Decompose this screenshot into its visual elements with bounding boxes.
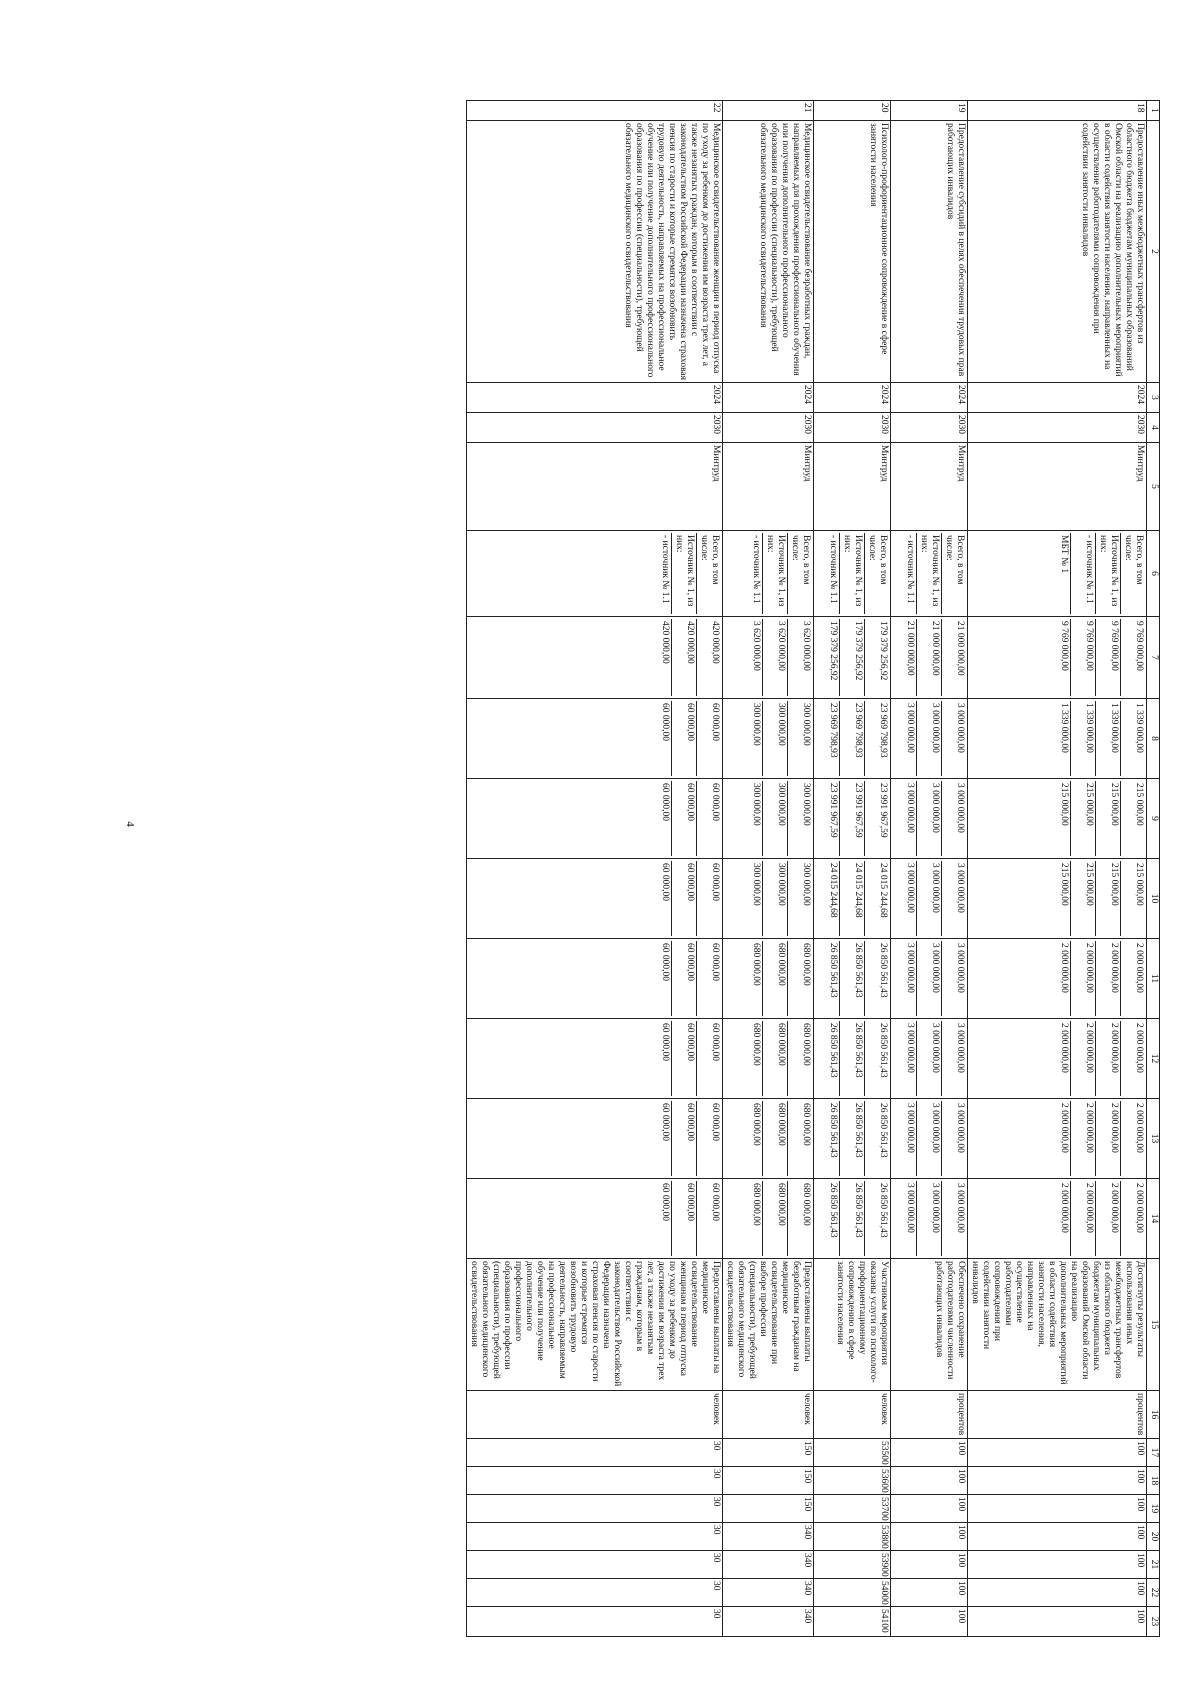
amount-value: 300 000,00 — [762, 701, 787, 776]
amount-value: 420 000,00 — [671, 619, 696, 696]
amount-value: 26 850 561,43 — [839, 1101, 864, 1176]
amount-value: 2 000 000,00 — [1070, 1101, 1095, 1176]
amount-value: 300 000,00 — [787, 781, 812, 856]
column-number: 19 — [1147, 1495, 1160, 1523]
funding-source-label: МБТ № 1 — [1059, 535, 1069, 574]
amount-value: 60 000,00 — [660, 1103, 670, 1141]
target-value: 30 — [467, 1579, 723, 1607]
amount-value: 60 000,00 — [671, 701, 696, 776]
amount-value: 680 000,00 — [751, 943, 761, 986]
funding-source-label: Всего, в том числе: — [941, 533, 966, 614]
target-value: 54000 — [814, 1579, 891, 1607]
column-number: 11 — [1147, 939, 1160, 1019]
amount-value: 680 000,00 — [787, 941, 812, 1016]
unit: процентов — [968, 1391, 1147, 1439]
amount-value: 300 000,00 — [751, 703, 761, 746]
funding-source-label: - источник № 1.1 — [1070, 533, 1095, 614]
amount-value: 2 000 000,00 — [1095, 1021, 1120, 1096]
start-year: 2024 — [467, 383, 723, 413]
amount-value: 215 000,00 — [1120, 861, 1145, 936]
amount-cell — [467, 939, 723, 1019]
amount-cell — [467, 699, 723, 779]
funding-source-label: Всего, в том числе: — [864, 533, 889, 614]
target-value: 340 — [723, 1579, 814, 1607]
column-number: 2 — [1147, 121, 1160, 383]
amount-value: 26 850 561,43 — [839, 941, 864, 1016]
table-row — [814, 101, 891, 1637]
target-value: 340 — [723, 1607, 814, 1637]
target-value: 30 — [467, 1467, 723, 1495]
column-number: 1 — [1147, 101, 1160, 121]
funding-sources — [814, 531, 891, 617]
target-value: 30 — [467, 1607, 723, 1637]
result-description: Достигнуты результаты использования иных межбюджетных трансфертов из областного бюджета бюджетам муниципальных образований Омской области на реализацию дополнительных мероприятий в области содействия занятости населения, направленных на осуществление работодателями сопровождения при содействии занятости инвалидов — [968, 1259, 1147, 1391]
funding-source-label: - источник № 1.1 — [660, 535, 670, 604]
amount-value: 9 769 000,00 — [1070, 619, 1095, 696]
amount-cell — [891, 1179, 968, 1259]
executor: Минтруд — [467, 443, 723, 531]
measure-name: Предоставление субсидий в целях обеспечения трудовых прав работающих инвалидов — [891, 121, 968, 383]
amount-cell — [968, 939, 1147, 1019]
amount-value: 2 000 000,00 — [1070, 941, 1095, 1016]
column-number: 8 — [1147, 699, 1160, 779]
target-value: 150 — [723, 1467, 814, 1495]
amount-cell — [968, 1179, 1147, 1259]
funding-source-label: Всего, в том числе: — [1120, 533, 1145, 614]
target-value: 54100 — [814, 1607, 891, 1637]
column-number: 7 — [1147, 617, 1160, 699]
amount-value: 24 015 244,68 — [839, 861, 864, 936]
amount-value: 3 000 000,00 — [916, 701, 941, 776]
amount-cell — [723, 617, 814, 699]
end-year: 2030 — [968, 413, 1147, 443]
amount-value: 2 000 000,00 — [1070, 1181, 1095, 1256]
amount-cell — [814, 1179, 891, 1259]
funding-source-label: - источник № 1.1 — [905, 535, 915, 604]
funding-source-label: Источник № 1, из них: — [671, 533, 696, 614]
amount-value: 2 000 000,00 — [1120, 1101, 1145, 1176]
amount-value: 26 850 561,43 — [864, 1101, 889, 1176]
amount-value: 3 000 000,00 — [941, 781, 966, 856]
amount-value: 3 000 000,00 — [941, 1181, 966, 1256]
start-year: 2024 — [814, 383, 891, 413]
column-number: 9 — [1147, 779, 1160, 859]
column-number: 5 — [1147, 443, 1160, 531]
amount-cell — [968, 1019, 1147, 1099]
amount-cell — [891, 859, 968, 939]
executor: Минтруд — [968, 443, 1147, 531]
measure-name: Медицинское освидетельствование безработных граждан, направляемых для прохождения профессионального обучения или получения дополнительного профессионального образования по профессии (специальности), требующей обязательного медицинского освидетельствования — [723, 121, 814, 383]
column-number: 13 — [1147, 1099, 1160, 1179]
target-value: 53700 — [814, 1495, 891, 1523]
amount-value: 3 000 000,00 — [916, 781, 941, 856]
target-value: 100 — [891, 1607, 968, 1637]
column-number: 4 — [1147, 413, 1160, 443]
amount-cell — [814, 1019, 891, 1099]
amount-value: 680 000,00 — [787, 1101, 812, 1176]
amount-value: 3 000 000,00 — [941, 701, 966, 776]
result-description: Предоставлены выплаты безработным гражданам на медицинское освидетельствование при выборе профессии (специальности), требующей обязательного медицинского освидетельствования — [723, 1259, 814, 1391]
funding-sources — [891, 531, 968, 617]
amount-value: 300 000,00 — [787, 701, 812, 776]
amount-value: 60 000,00 — [696, 941, 721, 1016]
target-value: 53600 — [814, 1467, 891, 1495]
column-number: 14 — [1147, 1179, 1160, 1259]
amount-cell — [723, 939, 814, 1019]
target-value: 30 — [467, 1523, 723, 1551]
amount-cell — [814, 939, 891, 1019]
amount-cell — [814, 1099, 891, 1179]
target-value: 100 — [891, 1467, 968, 1495]
amount-cell — [814, 779, 891, 859]
amount-value: 680 000,00 — [751, 1183, 761, 1226]
target-value: 100 — [891, 1523, 968, 1551]
amount-cell — [891, 779, 968, 859]
funding-source-label: Всего, в том числе: — [696, 533, 721, 614]
amount-value: 3 000 000,00 — [905, 783, 915, 833]
amount-value: 2 000 000,00 — [1095, 941, 1120, 1016]
amount-value: 1 339 000,00 — [1120, 701, 1145, 776]
amount-value: 1 339 000,00 — [1070, 701, 1095, 776]
executor: Минтруд — [814, 443, 891, 531]
row-number: 22 — [467, 101, 723, 121]
amount-value: 2 000 000,00 — [1120, 1181, 1145, 1256]
amount-value: 3 620 000,00 — [787, 619, 812, 696]
amount-value: 21 000 000,00 — [916, 619, 941, 696]
amount-value: 9 769 000,00 — [1120, 619, 1145, 696]
amount-cell — [891, 1099, 968, 1179]
amount-value: 60 000,00 — [671, 1021, 696, 1096]
column-number: 3 — [1147, 383, 1160, 413]
amount-cell — [968, 1099, 1147, 1179]
amount-value: 60 000,00 — [671, 1101, 696, 1176]
amount-value: 2 000 000,00 — [1095, 1101, 1120, 1176]
column-number: 15 — [1147, 1259, 1160, 1391]
amount-value: 3 000 000,00 — [916, 861, 941, 936]
amount-value: 24 015 244,68 — [828, 863, 838, 918]
unit: человек — [814, 1391, 891, 1439]
end-year: 2030 — [723, 413, 814, 443]
amount-value: 9 769 000,00 — [1095, 619, 1120, 696]
amount-cell — [891, 939, 968, 1019]
amount-value: 1 339 000,00 — [1095, 701, 1120, 776]
amount-value: 60 000,00 — [660, 703, 670, 741]
column-number: 20 — [1147, 1523, 1160, 1551]
amount-value: 300 000,00 — [762, 781, 787, 856]
amount-value: 300 000,00 — [787, 861, 812, 936]
amount-value: 2 000 000,00 — [1059, 943, 1069, 993]
column-number: 16 — [1147, 1391, 1160, 1439]
column-number: 21 — [1147, 1551, 1160, 1579]
amount-value: 3 000 000,00 — [941, 1021, 966, 1096]
amount-value: 3 000 000,00 — [905, 1183, 915, 1233]
amount-cell — [723, 1179, 814, 1259]
measure-name: Психолого-профориентационное сопровождение в сфере занятости населения — [814, 121, 891, 383]
amount-cell — [723, 1099, 814, 1179]
amount-value: 3 000 000,00 — [916, 941, 941, 1016]
page-number: 4 — [124, 821, 136, 827]
amount-value: 680 000,00 — [762, 1101, 787, 1176]
amount-value: 23 991 967,59 — [828, 783, 838, 838]
amount-value: 215 000,00 — [1070, 781, 1095, 856]
amount-value: 21 000 000,00 — [941, 619, 966, 696]
amount-value: 3 000 000,00 — [916, 1181, 941, 1256]
amount-value: 60 000,00 — [660, 863, 670, 901]
amount-value: 300 000,00 — [751, 783, 761, 826]
start-year: 2024 — [723, 383, 814, 413]
funding-source-label: Источник № 1, из них: — [1095, 533, 1120, 614]
amount-value: 215 000,00 — [1059, 863, 1069, 906]
amount-cell — [968, 699, 1147, 779]
amount-cell — [968, 859, 1147, 939]
target-value: 53900 — [814, 1551, 891, 1579]
amount-value: 2 000 000,00 — [1095, 1181, 1120, 1256]
amount-value: 215 000,00 — [1120, 781, 1145, 856]
amount-value: 60 000,00 — [671, 781, 696, 856]
amount-cell — [814, 699, 891, 779]
amount-cell — [814, 617, 891, 699]
amount-cell — [723, 859, 814, 939]
target-value: 30 — [467, 1439, 723, 1467]
target-value: 30 — [467, 1551, 723, 1579]
amount-cell — [814, 859, 891, 939]
amount-value: 2 000 000,00 — [1059, 1023, 1069, 1073]
result-description: Предоставлены выплаты на медицинское освидетельствование женщинам в период отпуска по уходу за ребенком до достижения им возраста трех лет, а также незанятым гражданам, которым в соответствии с законодательством Российской Федерации назначена страховая пенсия по старости и которые стремятся возобновить трудовую деятельность, направляемым на профессиональное обучение или получение дополнительного профессионального образования по профессии (специальности), требующей обязательного медицинского освидетельствования — [467, 1259, 723, 1391]
amount-value: 26 850 561,43 — [839, 1021, 864, 1096]
amount-value: 60 000,00 — [696, 1021, 721, 1096]
amount-cell — [467, 1019, 723, 1099]
end-year: 2030 — [891, 413, 968, 443]
amount-value: 2 000 000,00 — [1059, 1103, 1069, 1153]
amount-value: 9 769 000,00 — [1059, 621, 1069, 671]
column-number: 22 — [1147, 1579, 1160, 1607]
column-number: 6 — [1147, 531, 1160, 617]
amount-value: 3 000 000,00 — [941, 1101, 966, 1176]
amount-cell — [968, 779, 1147, 859]
amount-value: 680 000,00 — [762, 1181, 787, 1256]
column-number: 18 — [1147, 1467, 1160, 1495]
amount-value: 3 000 000,00 — [905, 943, 915, 993]
row-number: 18 — [968, 101, 1147, 121]
target-value: 100 — [968, 1607, 1147, 1637]
amount-value: 60 000,00 — [696, 1181, 721, 1256]
amount-value: 680 000,00 — [787, 1021, 812, 1096]
row-number: 20 — [814, 101, 891, 121]
column-number: 17 — [1147, 1439, 1160, 1467]
amount-cell — [891, 699, 968, 779]
target-value: 100 — [891, 1495, 968, 1523]
amount-value: 3 620 000,00 — [762, 619, 787, 696]
amount-value: 26 850 561,43 — [864, 941, 889, 1016]
program-table — [466, 100, 1160, 1637]
amount-cell — [723, 699, 814, 779]
amount-value: 60 000,00 — [696, 1101, 721, 1176]
amount-value: 26 850 561,43 — [864, 1021, 889, 1096]
unit: процентов — [891, 1391, 968, 1439]
amount-value: 420 000,00 — [696, 619, 721, 696]
amount-value: 60 000,00 — [671, 861, 696, 936]
amount-value: 179 379 256,92 — [864, 619, 889, 696]
target-value: 100 — [968, 1523, 1147, 1551]
amount-cell — [467, 617, 723, 699]
amount-value: 60 000,00 — [696, 781, 721, 856]
document-sheet — [130, 100, 1160, 1633]
header-row — [1147, 101, 1160, 1637]
target-value: 53500 — [814, 1439, 891, 1467]
amount-value: 24 015 244,68 — [864, 861, 889, 936]
target-value: 100 — [968, 1495, 1147, 1523]
amount-value: 3 000 000,00 — [916, 1101, 941, 1176]
amount-value: 23 991 967,59 — [864, 781, 889, 856]
amount-value: 23 969 798,93 — [828, 703, 838, 758]
document-rotator — [130, 100, 1160, 1633]
amount-value: 300 000,00 — [751, 863, 761, 906]
unit: человек — [467, 1391, 723, 1439]
amount-value: 26 850 561,43 — [839, 1181, 864, 1256]
amount-value: 3 000 000,00 — [905, 863, 915, 913]
end-year: 2030 — [467, 413, 723, 443]
target-value: 150 — [723, 1439, 814, 1467]
start-year: 2024 — [968, 383, 1147, 413]
target-value: 100 — [891, 1439, 968, 1467]
column-number: 12 — [1147, 1019, 1160, 1099]
amount-value: 2 000 000,00 — [1120, 941, 1145, 1016]
amount-value: 21 000 000,00 — [905, 621, 915, 676]
target-value: 100 — [968, 1579, 1147, 1607]
amount-value: 2 000 000,00 — [1120, 1021, 1145, 1096]
amount-value: 26 850 561,43 — [828, 943, 838, 998]
unit: человек — [723, 1391, 814, 1439]
amount-value: 215 000,00 — [1095, 861, 1120, 936]
funding-sources — [467, 531, 723, 617]
target-value: 100 — [968, 1439, 1147, 1467]
executor: Минтруд — [891, 443, 968, 531]
amount-value: 215 000,00 — [1095, 781, 1120, 856]
result-description: Участникам мероприятия оказаны услуги по психолого-профориентационному сопровождению в сфере занятости населения — [814, 1259, 891, 1391]
target-value: 100 — [968, 1551, 1147, 1579]
amount-value: 60 000,00 — [696, 861, 721, 936]
amount-value: 3 000 000,00 — [941, 861, 966, 936]
funding-source-label: Источник № 1, из них: — [916, 533, 941, 614]
start-year: 2024 — [891, 383, 968, 413]
end-year: 2030 — [814, 413, 891, 443]
target-value: 340 — [723, 1551, 814, 1579]
funding-sources — [723, 531, 814, 617]
amount-value: 3 000 000,00 — [941, 941, 966, 1016]
column-number: 23 — [1147, 1607, 1160, 1637]
amount-value: 60 000,00 — [660, 943, 670, 981]
table-row — [891, 101, 968, 1637]
amount-value: 26 850 561,43 — [828, 1103, 838, 1158]
amount-value: 680 000,00 — [762, 941, 787, 1016]
amount-value: 60 000,00 — [660, 783, 670, 821]
target-value: 150 — [723, 1495, 814, 1523]
amount-cell — [723, 1019, 814, 1099]
target-value: 100 — [891, 1551, 968, 1579]
amount-value: 60 000,00 — [671, 941, 696, 1016]
amount-value: 23 969 798,93 — [864, 701, 889, 776]
amount-value: 3 000 000,00 — [916, 1021, 941, 1096]
target-value: 30 — [467, 1495, 723, 1523]
column-number: 10 — [1147, 859, 1160, 939]
amount-value: 3 620 000,00 — [751, 621, 761, 671]
table-row — [723, 101, 814, 1637]
amount-value: 60 000,00 — [660, 1183, 670, 1221]
target-value: 340 — [723, 1523, 814, 1551]
amount-value: 215 000,00 — [1070, 861, 1095, 936]
amount-value: 23 969 798,93 — [839, 701, 864, 776]
table-row — [467, 101, 723, 1637]
amount-value: 680 000,00 — [751, 1023, 761, 1066]
funding-source-label: - источник № 1.1 — [828, 535, 838, 604]
amount-value: 300 000,00 — [762, 861, 787, 936]
amount-value: 1 339 000,00 — [1059, 703, 1069, 753]
row-number: 19 — [891, 101, 968, 121]
table-row — [968, 101, 1147, 1637]
amount-value: 420 000,00 — [660, 621, 670, 664]
amount-cell — [467, 779, 723, 859]
amount-cell — [467, 859, 723, 939]
amount-cell — [467, 1099, 723, 1179]
amount-value: 2 000 000,00 — [1059, 1183, 1069, 1233]
amount-value: 179 379 256,92 — [839, 619, 864, 696]
amount-value: 3 000 000,00 — [905, 1103, 915, 1153]
measure-name: Медицинское освидетельствование женщин в период отпуска по уходу за ребенком до достижения им возраста трех лет, а также незанятых граждан, которым в соответствии с законодательством Российской Федерации назначена страховая пенсия по старости и которые стремятся возобновить трудовую деятельность, направляемых на профессиональное обучение или получение дополнительного профессионального образования по профессии (специальности), требующей обязательного медицинского освидетельствования — [467, 121, 723, 383]
result-description: Обеспечено сохранение работодателями численности работающих инвалидов — [891, 1259, 968, 1391]
measure-name: Предоставление иных межбюджетных трансфертов из областного бюджета бюджетам муниципальных образований Омской области на реализацию дополнительных мероприятий в области содействия занятости населения, направленных на осуществление работодателями сопровождения при содействии занятости инвалидов — [968, 121, 1147, 383]
amount-value: 680 000,00 — [787, 1181, 812, 1256]
executor: Минтруд — [723, 443, 814, 531]
amount-value: 60 000,00 — [671, 1181, 696, 1256]
amount-cell — [723, 779, 814, 859]
target-value: 100 — [891, 1579, 968, 1607]
amount-cell — [968, 617, 1147, 699]
amount-value: 23 991 967,59 — [839, 781, 864, 856]
funding-source-label: Источник № 1, из них: — [762, 533, 787, 614]
amount-value: 60 000,00 — [696, 701, 721, 776]
amount-value: 179 379 256,92 — [828, 621, 838, 681]
amount-value: 3 000 000,00 — [905, 1023, 915, 1073]
amount-cell — [467, 1179, 723, 1259]
amount-value: 215 000,00 — [1059, 783, 1069, 826]
target-value: 53800 — [814, 1523, 891, 1551]
target-value: 100 — [968, 1467, 1147, 1495]
funding-source-label: Источник № 1, из них: — [839, 533, 864, 614]
amount-cell — [891, 617, 968, 699]
amount-value: 2 000 000,00 — [1070, 1021, 1095, 1096]
funding-source-label: Всего, в том числе: — [787, 533, 812, 614]
amount-cell — [891, 1019, 968, 1099]
amount-value: 60 000,00 — [660, 1023, 670, 1061]
row-number: 21 — [723, 101, 814, 121]
amount-value: 680 000,00 — [762, 1021, 787, 1096]
funding-source-label: - источник № 1.1 — [751, 535, 761, 604]
amount-value: 26 850 561,43 — [828, 1023, 838, 1078]
amount-value: 3 000 000,00 — [905, 703, 915, 753]
funding-sources — [968, 531, 1147, 617]
amount-value: 26 850 561,43 — [864, 1181, 889, 1256]
amount-value: 680 000,00 — [751, 1103, 761, 1146]
amount-value: 26 850 561,43 — [828, 1183, 838, 1238]
